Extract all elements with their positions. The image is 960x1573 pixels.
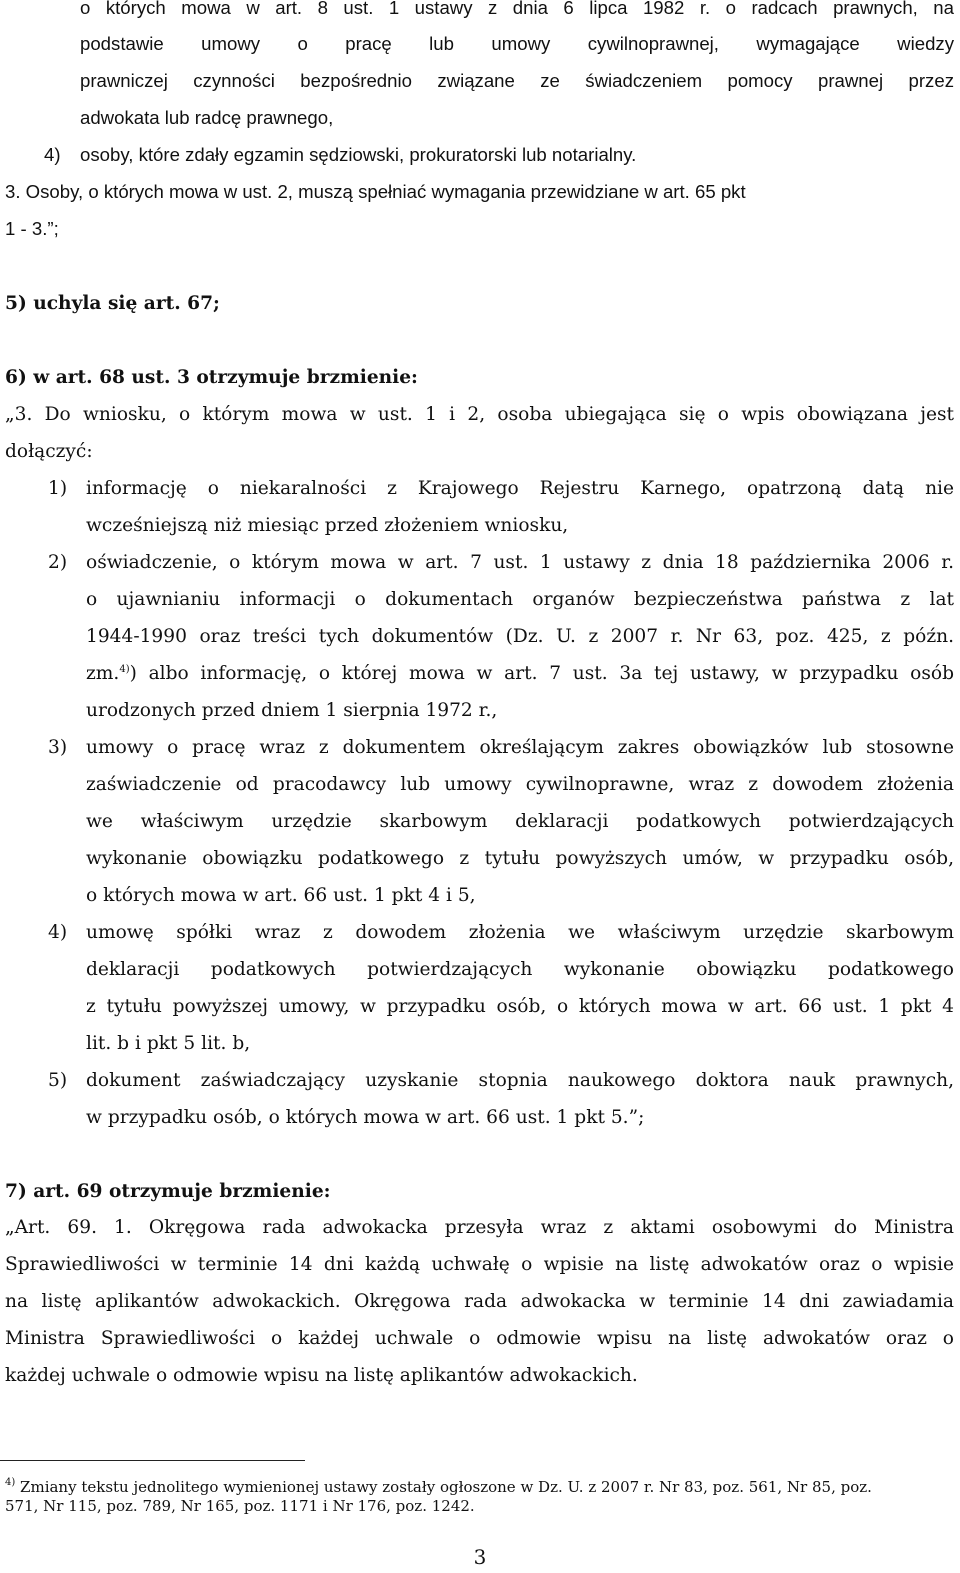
list-item-3-line: wykonanie obowiązku podatkowego z tytułu powyższych umów, w przypadku osób, bbox=[86, 848, 954, 869]
list-item-1-line: informację o niekaralności z Krajowego Rejestru Karnego, opatrzoną datą nie bbox=[86, 478, 954, 499]
footnote-line-2: 571, Nr 115, poz. 789, Nr 165, poz. 1171 i Nr 176, poz. 1242. bbox=[5, 1497, 475, 1515]
art-69-line-3: na listę aplikantów adwokackich. Okręgowa rada adwokacka w terminie 14 dni zawiadamia bbox=[5, 1291, 954, 1312]
list-item-5-number: 5) bbox=[48, 1070, 68, 1091]
list-item-4-line: deklaracji podatkowych potwierdzających wykonanie obowiązku podatkowego bbox=[86, 959, 954, 980]
list-item-1-line: wcześniejszą niż miesiąc przed złożeniem wniosku, bbox=[86, 515, 569, 536]
list-item-3-line: o których mowa w art. 66 ust. 1 pkt 4 i 5, bbox=[86, 885, 476, 906]
point-5-heading: 5) uchyla się art. 67; bbox=[5, 293, 220, 314]
list-item-1-number: 1) bbox=[48, 478, 68, 499]
list-item-3-line: we właściwym urzędzie skarbowym deklaracji podatkowych potwierdzających bbox=[86, 811, 954, 832]
art-68-intro-line-2: dołączyć: bbox=[5, 441, 93, 462]
point-7-heading bbox=[5, 1180, 331, 1204]
paragraph-3-line-2: 1 - 3.”; bbox=[5, 218, 59, 239]
top-fragment-line-2: podstawie umowy o pracę lub umowy cywilnoprawnej, wymagające wiedzy bbox=[80, 33, 954, 54]
art-69-line-4: Ministra Sprawiedliwości o każdej uchwale o odmowie wpisu na listę adwokatów oraz o bbox=[5, 1328, 954, 1349]
footnote-marker: 4) bbox=[5, 1477, 16, 1488]
list-item-3-line: umowy o pracę wraz z dokumentem określającym zakres obowiązków lub stosowne bbox=[86, 737, 954, 758]
list-item-2-number: 2) bbox=[48, 552, 68, 573]
list-item-2-line: urodzonych przed dniem 1 sierpnia 1972 r., bbox=[86, 700, 498, 721]
top-fragment-line-3: prawniczej czynności bezpośrednio związane ze świadczeniem pomocy prawnej przez bbox=[80, 70, 954, 91]
list-item-2-line: oświadczenie, o którym mowa w art. 7 ust. 1 ustawy z dnia 18 października 2006 r. bbox=[86, 552, 954, 573]
list-item-5-line: dokument zaświadczający uzyskanie stopnia naukowego doktora nauk prawnych, bbox=[86, 1070, 954, 1091]
top-fragment-line-4: adwokata lub radcę prawnego, bbox=[80, 107, 334, 128]
list-item-4-line: umowę spółki wraz z dowodem złożenia we właściwym urzędzie skarbowym bbox=[86, 922, 954, 943]
point-7-heading-prefix: 7) art. bbox=[5, 1181, 71, 1202]
point-7-heading-rest: 69 otrzymuje brzmienie: bbox=[76, 1181, 331, 1202]
art-69-line-1: „Art. 69. 1. Okręgowa rada adwokacka przesyła wraz z aktami osobowymi do Ministra bbox=[5, 1217, 954, 1238]
item-4-number: 4) bbox=[44, 144, 61, 165]
list-item-3-line: zaświadczenie od pracodawcy lub umowy cywilnoprawne, wraz z dowodem złożenia bbox=[86, 774, 954, 795]
paragraph-3-line-1: 3. Osoby, o których mowa w ust. 2, muszą spełniać wymagania przewidziane w art. 65 pkt bbox=[5, 181, 746, 202]
art-68-intro-line-1: „3. Do wniosku, o którym mowa w ust. 1 i 2, osoba ubiegająca się o wpis obowiązana jest bbox=[5, 404, 954, 425]
footnote-separator bbox=[0, 1460, 305, 1461]
point-6-heading: 6) w art. 68 ust. 3 otrzymuje brzmienie: bbox=[5, 367, 418, 388]
footnote-line-1 bbox=[5, 1477, 872, 1497]
list-item-4-line: lit. b i pkt 5 lit. b, bbox=[86, 1033, 251, 1054]
page-number: 3 bbox=[473, 1545, 487, 1569]
footnote-text: Zmiany tekstu jednolitego wymienionej ustawy zostały ogłoszone w Dz. U. z 2007 r. Nr 83, poz. 561, Nr 85, poz. bbox=[20, 1478, 872, 1496]
art-69-line-2: Sprawiedliwości w terminie 14 dni każdą uchwałę o wpisie na listę adwokatów oraz o wpisie bbox=[5, 1254, 954, 1275]
footnote-reference: 4) bbox=[119, 664, 130, 675]
list-item-5-line: w przypadku osób, o których mowa w art. 66 ust. 1 pkt 5.”; bbox=[86, 1107, 645, 1128]
item-4-text: osoby, które zdały egzamin sędziowski, prokuratorski lub notarialny. bbox=[80, 144, 637, 165]
list-item-3-number: 3) bbox=[48, 737, 68, 758]
list-item-2-line: o ujawnianiu informacji o dokumentach organów bezpieczeństwa państwa z lat bbox=[86, 589, 954, 610]
art-69-line-5: każdej uchwale o odmowie wpisu na listę aplikantów adwokackich. bbox=[5, 1365, 638, 1386]
list-item-4-line: z tytułu powyższej umowy, w przypadku osób, o których mowa w art. 66 ust. 1 pkt 4 bbox=[86, 996, 954, 1017]
top-fragment-line-1: o których mowa w art. 8 ust. 1 ustawy z dnia 6 lipca 1982 r. o radcach prawnych, na bbox=[80, 0, 954, 18]
list-item-4-number: 4) bbox=[48, 922, 68, 943]
list-item-2-line: 1944-1990 oraz treści tych dokumentów (Dz. U. z 2007 r. Nr 63, poz. 425, z późn. bbox=[86, 626, 954, 647]
list-item-2-line-with-footnote-ref: zm.$^{4)}$) albo informację, o której mowa w art. 7 ust. 3a tej ustawy, w przypadku osób bbox=[86, 663, 954, 684]
